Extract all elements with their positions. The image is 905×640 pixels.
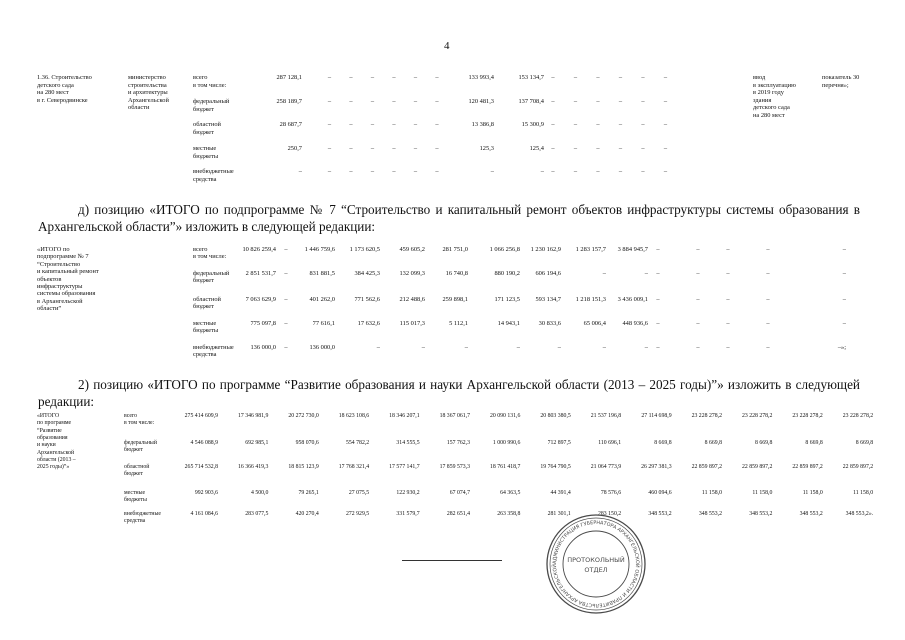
value-cell: 22 859 897,2: [741, 464, 773, 470]
result-line: здания: [753, 96, 772, 104]
value-cell: 4 546 088,9: [190, 440, 218, 446]
source-line: средства: [193, 175, 217, 183]
value-cell: –: [284, 320, 288, 327]
value-cell: 17 859 573,3: [439, 464, 470, 470]
value-cell: –: [284, 344, 288, 351]
value-cell: –: [349, 168, 353, 175]
paragraph-subprogram-7: д) позицию «ИТОГО по подпрограмме № 7 “Строительство и капитальный ремонт объектов инфраструктуры системы образования в Архангельской области”» изложить в следующей редакции:: [38, 202, 860, 234]
value-cell: 27 075,5: [348, 490, 370, 496]
source-line: федеральный: [193, 270, 230, 277]
value-cell: 23 228 278,2: [842, 413, 874, 419]
value-cell: 8 669,8: [855, 440, 874, 446]
value-cell: 448 936,6: [622, 320, 648, 327]
row-name-line: области (2013 –: [37, 456, 76, 463]
value-cell: –: [696, 270, 700, 277]
value-cell: –: [644, 344, 648, 351]
value-cell: –: [413, 168, 418, 175]
value-cell: 115 017,3: [399, 320, 425, 327]
value-cell: 263 358,8: [497, 511, 521, 517]
value-cell: 1 066 256,8: [489, 246, 520, 253]
signature-rule: [402, 560, 502, 561]
row-name-line: на 280 мест: [37, 89, 69, 97]
value-cell: –: [696, 296, 700, 303]
value-cell: 13 386,8: [471, 121, 494, 128]
value-cell: 10 826 259,4: [242, 246, 276, 253]
value-cell: –: [641, 98, 645, 105]
source-line: в том числе:: [193, 253, 227, 261]
source-line: бюджет: [124, 471, 143, 478]
source-line: местные: [124, 490, 146, 496]
value-cell: 250,7: [287, 145, 302, 152]
value-cell: –: [641, 121, 645, 128]
value-cell: 8 669,8: [755, 440, 773, 446]
value-cell: –: [327, 74, 332, 81]
indicator-line: перечня»;: [822, 81, 849, 89]
source-line: всего: [193, 246, 208, 253]
value-cell: –: [327, 121, 332, 128]
value-cell: –: [766, 246, 770, 253]
value-cell: 384 425,3: [354, 270, 380, 277]
value-cell: 64 363,5: [500, 490, 521, 496]
paragraph-program-total: 2) позицию «ИТОГО по программе “Развитие образования и науки Архангельской области (2013 – 2025 годы)”» изложить в следующей редакции:: [38, 377, 860, 409]
value-cell: 153 134,7: [518, 74, 544, 81]
value-cell: 992 903,6: [194, 490, 218, 496]
value-cell: 1 230 162,9: [530, 246, 561, 253]
value-cell: 1 283 157,7: [575, 246, 606, 253]
result-line: на 280 мест: [753, 112, 785, 119]
value-cell: –: [392, 98, 396, 105]
source-line: областной: [193, 296, 221, 303]
value-cell: –: [766, 320, 770, 327]
value-cell: 401 262,0: [309, 296, 335, 303]
row-name-line: 1.36. Строительство: [37, 74, 92, 81]
value-cell: 28 687,7: [279, 121, 302, 128]
source-line: средства: [193, 351, 217, 359]
value-cell: –: [696, 344, 700, 351]
value-cell: –: [551, 168, 555, 175]
value-cell: –: [596, 145, 600, 152]
value-cell: –»;: [837, 344, 846, 351]
value-cell: –: [370, 145, 375, 152]
row-name-line: в Архангельской: [37, 297, 83, 305]
value-cell: –: [435, 145, 439, 152]
row-name-line: объектов: [37, 275, 62, 283]
value-cell: –: [413, 145, 418, 152]
row-name-line: Архангельской: [37, 449, 75, 456]
result-line: в эксплуатацию: [753, 81, 796, 89]
source-line: бюджет: [193, 105, 214, 113]
value-cell: 136 000,0: [250, 344, 276, 351]
value-cell: –: [392, 145, 396, 152]
value-cell: –: [656, 344, 660, 351]
value-cell: –: [602, 344, 606, 351]
value-cell: 554 782,2: [346, 440, 370, 446]
source-line: в том числе:: [193, 81, 227, 89]
value-cell: 1 218 151,3: [575, 296, 606, 303]
value-cell: 136 000,0: [309, 344, 335, 351]
value-cell: 265 714 532,8: [184, 464, 218, 470]
value-cell: –: [618, 145, 623, 152]
value-cell: 20 090 131,6: [489, 413, 521, 419]
value-cell: –: [618, 168, 623, 175]
value-cell: 314 555,5: [396, 440, 420, 446]
value-cell: 4 500,0: [251, 490, 269, 496]
value-cell: 15 300,9: [521, 121, 544, 128]
value-cell: 958 070,6: [295, 440, 319, 446]
value-cell: 22 859 897,2: [792, 464, 823, 470]
value-cell: 44 391,4: [550, 490, 571, 496]
value-cell: 775 097,8: [250, 320, 276, 327]
value-cell: 23 228 278,2: [741, 413, 773, 419]
value-cell: –: [596, 74, 600, 81]
value-cell: –: [602, 270, 606, 277]
value-cell: 18 367 061,7: [439, 413, 470, 419]
value-cell: –: [641, 168, 645, 175]
value-cell: 348 553,2».: [845, 511, 874, 517]
value-cell: 460 094,6: [648, 490, 672, 496]
value-cell: –: [490, 168, 494, 175]
value-cell: –: [413, 98, 418, 105]
page-number: 4: [444, 40, 450, 52]
value-cell: 8 669,8: [704, 440, 722, 446]
value-cell: 22 859 897,2: [691, 464, 722, 470]
seal-center-line-2: ОТДЕЛ: [584, 566, 608, 574]
value-cell: –: [284, 270, 288, 277]
value-cell: 18 623 108,6: [338, 413, 370, 419]
value-cell: –: [726, 270, 730, 277]
value-cell: 21 537 196,8: [590, 413, 622, 419]
row-name-line: “Строительство: [37, 260, 81, 268]
value-cell: 771 562,6: [354, 296, 380, 303]
row-name-line: образования: [37, 434, 68, 441]
value-cell: 171 123,5: [494, 296, 520, 303]
value-cell: –: [327, 98, 332, 105]
value-cell: 712 897,5: [547, 440, 571, 446]
value-cell: 831 881,5: [309, 270, 335, 277]
value-cell: 8 669,8: [805, 440, 823, 446]
value-cell: –: [435, 98, 439, 105]
value-cell: –: [641, 145, 645, 152]
value-cell: –: [284, 296, 288, 303]
value-cell: –: [573, 168, 578, 175]
row-name-line: по программе: [37, 420, 72, 427]
value-cell: 23 228 278,2: [792, 413, 823, 419]
value-cell: –: [842, 246, 846, 253]
source-line: средства: [124, 518, 146, 525]
official-seal-stamp: [544, 512, 648, 616]
value-cell: –: [327, 168, 332, 175]
value-cell: –: [656, 270, 660, 277]
value-cell: 1 446 759,6: [304, 246, 335, 253]
value-cell: 137 708,4: [518, 98, 544, 105]
value-cell: 258 189,7: [276, 98, 302, 105]
source-line: всего: [193, 74, 208, 81]
value-cell: –: [573, 74, 578, 81]
value-cell: 5 112,1: [449, 320, 468, 327]
value-cell: 14 943,1: [497, 320, 520, 327]
value-cell: 18 346 207,1: [389, 413, 420, 419]
value-cell: 11 158,0: [853, 490, 874, 496]
value-cell: –: [656, 296, 660, 303]
value-cell: –: [349, 145, 353, 152]
value-cell: 23 228 278,2: [691, 413, 722, 419]
value-cell: 348 553,2: [648, 511, 672, 517]
source-line: всего: [124, 413, 138, 419]
value-cell: –: [766, 270, 770, 277]
value-cell: 132 099,3: [399, 270, 425, 277]
value-cell: 17 768 321,4: [338, 464, 370, 470]
value-cell: –: [392, 168, 396, 175]
value-cell: –: [392, 121, 396, 128]
value-cell: –: [726, 344, 730, 351]
seal-ring-text: АДМИНИСТРАЦИЯ ГУБЕРНАТОРА АРХАНГЕЛЬСКОЙ ОБЛАСТИ И ПРАВИТЕЛЬСТВА АРХАНГЕЛЬСКОЙ: [551, 519, 641, 609]
indicator-line: показатель 30: [822, 74, 860, 81]
value-cell: –: [551, 98, 555, 105]
value-cell: –: [435, 74, 439, 81]
value-cell: 4 161 084,6: [190, 511, 218, 517]
result-line: детского сада: [753, 104, 790, 112]
value-cell: –: [618, 98, 623, 105]
value-cell: –: [421, 344, 425, 351]
row-name-line: подпрограмме № 7: [37, 253, 89, 261]
row-name-line: и капитальный ремонт: [37, 268, 99, 276]
value-cell: –: [392, 74, 396, 81]
value-cell: 275 414 609,9: [184, 413, 218, 419]
value-cell: 259 898,1: [442, 296, 468, 303]
source-line: областной: [193, 121, 221, 128]
value-cell: 281 301,1: [547, 511, 571, 517]
value-cell: 331 579,7: [396, 511, 420, 517]
value-cell: 120 481,3: [468, 98, 494, 105]
value-cell: –: [370, 74, 375, 81]
value-cell: –: [349, 121, 353, 128]
value-cell: –: [573, 145, 578, 152]
value-cell: –: [842, 296, 846, 303]
value-cell: –: [435, 121, 439, 128]
value-cell: –: [656, 246, 660, 253]
value-cell: 19 764 790,5: [540, 464, 571, 470]
value-cell: 110 696,1: [598, 440, 622, 446]
value-cell: –: [663, 168, 668, 175]
value-cell: –: [370, 168, 375, 175]
value-cell: –: [413, 121, 418, 128]
result-line: в 2019 году: [753, 89, 784, 97]
source-line: внебюджетные: [124, 511, 161, 517]
source-line: областной: [124, 464, 150, 470]
value-cell: 125,3: [479, 145, 494, 152]
value-cell: 65 006,4: [583, 320, 606, 327]
value-cell: 1 173 620,5: [349, 246, 380, 253]
value-cell: –: [284, 246, 288, 253]
row-name-line: системы образования: [37, 290, 96, 298]
value-cell: –: [766, 296, 770, 303]
value-cell: 348 553,2: [799, 511, 823, 517]
source-line: бюджет: [193, 277, 214, 285]
row-name-line: 2025 годы)”»: [37, 464, 70, 471]
seal-icon: [544, 512, 648, 616]
value-cell: 282 651,4: [446, 511, 470, 517]
source-line: местные: [193, 320, 217, 327]
value-cell: –: [726, 246, 730, 253]
result-line: ввод: [753, 74, 766, 81]
value-cell: 3 884 945,7: [617, 246, 648, 253]
value-cell: 17 346 981,9: [237, 413, 269, 419]
value-cell: 30 833,6: [538, 320, 561, 327]
value-cell: –: [641, 74, 645, 81]
value-cell: –: [540, 168, 544, 175]
value-cell: –: [349, 98, 353, 105]
value-cell: –: [551, 74, 555, 81]
executor-line: строительства: [128, 81, 167, 89]
value-cell: 7 063 629,9: [245, 296, 276, 303]
value-cell: –: [656, 320, 660, 327]
executor-line: министерство: [128, 74, 166, 81]
value-cell: 18 815 123,9: [288, 464, 319, 470]
value-cell: 420 270,4: [295, 511, 319, 517]
source-line: бюджет: [193, 303, 214, 311]
source-line: внебюджетные: [193, 168, 234, 175]
value-cell: 1 000 990,6: [492, 440, 521, 446]
value-cell: –: [726, 320, 730, 327]
value-cell: 133 993,4: [468, 74, 494, 81]
value-cell: –: [557, 344, 561, 351]
value-cell: –: [696, 320, 700, 327]
value-cell: –: [413, 74, 418, 81]
value-cell: –: [370, 98, 375, 105]
value-cell: –: [596, 168, 600, 175]
value-cell: –: [842, 270, 846, 277]
value-cell: 79 265,1: [298, 490, 319, 496]
value-cell: –: [551, 145, 555, 152]
source-line: федеральный: [193, 98, 230, 105]
executor-line: области: [128, 104, 150, 112]
value-cell: –: [663, 121, 668, 128]
value-cell: 20 803 380,5: [540, 413, 571, 419]
source-line: бюджет: [124, 447, 143, 454]
value-cell: 16 740,8: [445, 270, 468, 277]
value-cell: 272 929,5: [346, 511, 370, 517]
row-name-line: и науки: [37, 442, 56, 449]
value-cell: 26 297 381,3: [641, 464, 672, 470]
value-cell: 8 669,8: [654, 440, 672, 446]
value-cell: 212 488,6: [399, 296, 425, 303]
value-cell: 21 064 773,9: [590, 464, 622, 470]
source-line: бюджеты: [124, 497, 147, 504]
value-cell: 593 134,7: [535, 296, 561, 303]
value-cell: 77 616,1: [312, 320, 335, 327]
value-cell: –: [516, 344, 520, 351]
value-cell: –: [726, 296, 730, 303]
value-cell: 27 114 698,9: [641, 413, 672, 419]
value-cell: –: [596, 121, 600, 128]
value-cell: 20 272 730,0: [288, 413, 319, 419]
value-cell: 17 632,6: [357, 320, 380, 327]
value-cell: –: [551, 121, 555, 128]
value-cell: 11 158,0: [701, 490, 722, 496]
source-line: местные: [193, 145, 217, 152]
value-cell: 348 553,2: [749, 511, 773, 517]
value-cell: 283 150,2: [598, 511, 622, 517]
executor-line: Архангельской: [128, 96, 169, 104]
seal-center-line-1: ПРОТОКОЛЬНЫЙ: [567, 556, 625, 564]
value-cell: –: [298, 168, 302, 175]
value-cell: –: [596, 98, 600, 105]
value-cell: 287 128,1: [276, 74, 302, 81]
row-name-line: «ИТОГО: [37, 413, 60, 419]
value-cell: –: [435, 168, 439, 175]
value-cell: 17 577 141,7: [389, 464, 420, 470]
value-cell: 880 190,2: [494, 270, 520, 277]
value-cell: 125,4: [529, 145, 544, 152]
executor-line: и архитектуры: [128, 89, 168, 97]
value-cell: 122 930,2: [396, 490, 420, 496]
value-cell: –: [618, 74, 623, 81]
source-line: бюджеты: [193, 327, 219, 335]
row-name-line: детского сада: [37, 81, 74, 89]
source-line: федеральный: [124, 440, 157, 446]
row-name-line: «ИТОГО по: [37, 246, 70, 253]
value-cell: 67 074,7: [449, 490, 470, 496]
value-cell: 606 194,6: [535, 270, 561, 277]
row-name-line: области”: [37, 305, 62, 313]
value-cell: –: [644, 270, 648, 277]
value-cell: 692 985,1: [245, 440, 269, 446]
value-cell: –: [573, 121, 578, 128]
value-cell: 16 366 419,3: [237, 464, 269, 470]
source-line: бюджеты: [193, 152, 219, 160]
value-cell: 22 859 897,2: [842, 464, 874, 470]
value-cell: –: [663, 98, 668, 105]
value-cell: 11 158,0: [802, 490, 823, 496]
value-cell: 11 158,0: [752, 490, 773, 496]
value-cell: –: [376, 344, 380, 351]
value-cell: 283 077,5: [245, 511, 269, 517]
row-name-line: в г. Северодвинске: [37, 96, 88, 104]
value-cell: –: [349, 74, 353, 81]
value-cell: –: [618, 121, 623, 128]
row-name-line: инфраструктуры: [37, 283, 83, 290]
value-cell: 18 761 418,7: [489, 464, 521, 470]
value-cell: 157 762,3: [446, 440, 470, 446]
value-cell: 281 751,0: [442, 246, 468, 253]
value-cell: –: [696, 246, 700, 253]
source-line: бюджет: [193, 128, 214, 136]
value-cell: –: [663, 145, 668, 152]
source-line: в том числе:: [124, 420, 155, 427]
value-cell: 348 553,2: [698, 511, 722, 517]
value-cell: –: [663, 74, 668, 81]
value-cell: 78 576,6: [600, 490, 622, 496]
source-line: внебюджетные: [193, 344, 234, 351]
value-cell: –: [327, 145, 332, 152]
value-cell: 3 436 009,1: [617, 296, 648, 303]
value-cell: 2 851 531,7: [245, 270, 276, 277]
value-cell: –: [464, 344, 468, 351]
value-cell: –: [766, 344, 770, 351]
value-cell: –: [573, 98, 578, 105]
value-cell: –: [370, 121, 375, 128]
row-name-line: “Развитие: [37, 427, 62, 434]
value-cell: –: [842, 320, 846, 327]
value-cell: 459 605,2: [399, 246, 425, 253]
